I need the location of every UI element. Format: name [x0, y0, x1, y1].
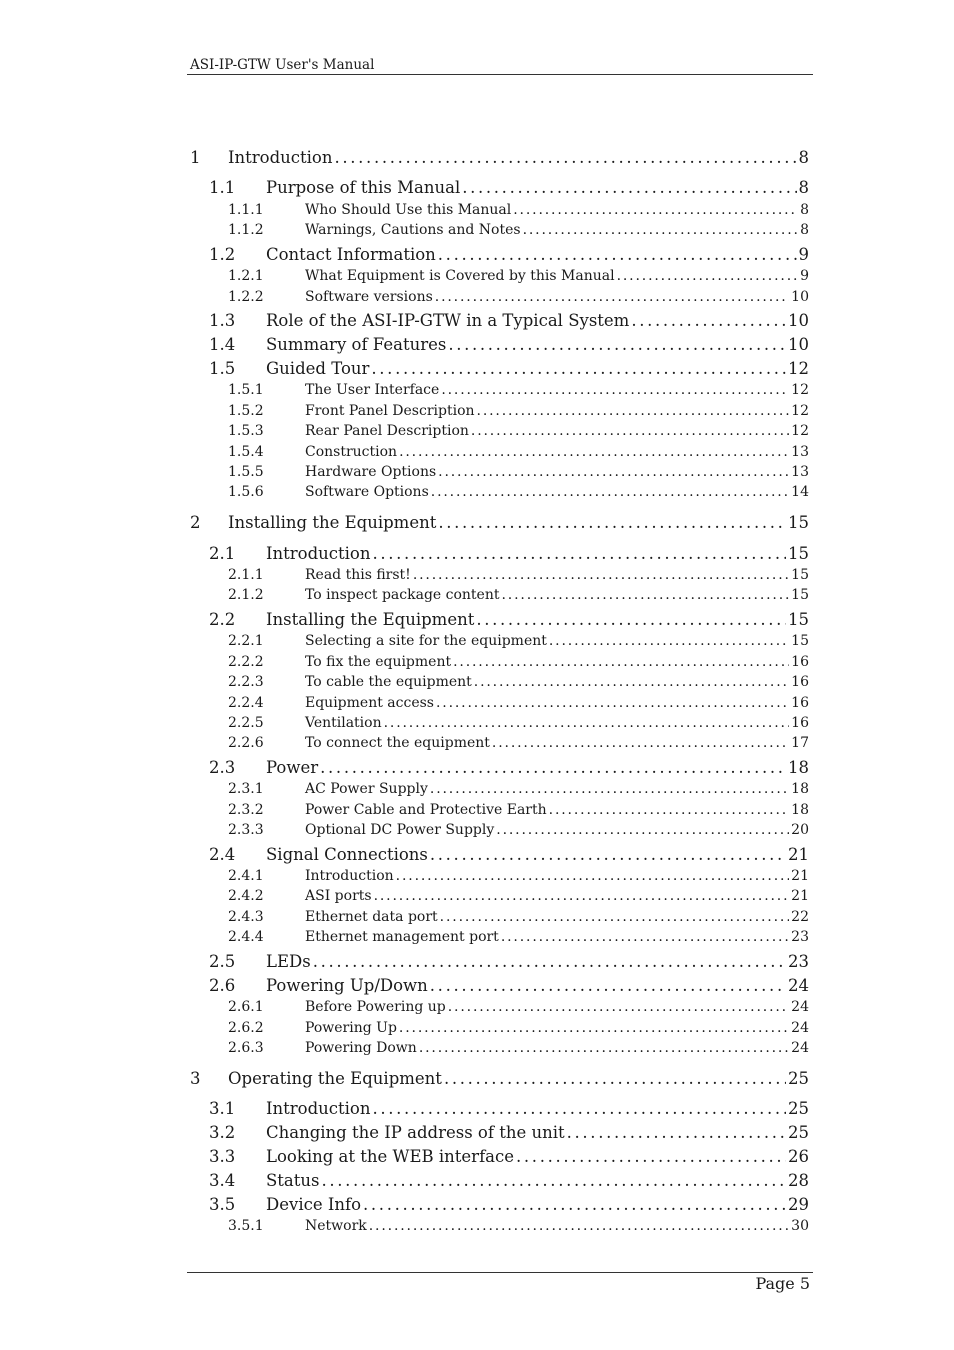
toc-entry-number: 2.2.2	[228, 654, 264, 670]
toc-entry-page: 12	[791, 382, 809, 398]
toc-entry-title: What Equipment is Covered by this Manual	[305, 268, 615, 284]
toc-entry-page: 12	[791, 403, 809, 419]
toc-entry-page: 15	[791, 587, 809, 603]
toc-entry-number: 2.3.2	[228, 802, 264, 818]
toc-entry-page: 18	[791, 802, 809, 818]
toc-entry-title: Power Cable and Protective Earth	[305, 802, 547, 818]
toc-entry-number: 2.3.1	[228, 781, 264, 797]
toc-entry-page: 10	[788, 311, 809, 330]
toc-dot-leader	[413, 567, 789, 583]
toc-entry-title: Ethernet management port	[305, 929, 499, 945]
toc-entry-number: 1.1.1	[228, 202, 264, 218]
toc-entry-title: Changing the IP address of the unit	[266, 1123, 565, 1142]
toc-entry-title: Ethernet data port	[305, 909, 438, 925]
toc-entry-number: 1.5	[209, 359, 236, 378]
toc-dot-leader	[617, 268, 799, 284]
toc-entry-title: Before Powering up	[305, 999, 446, 1015]
toc-entry-number: 2.2.1	[228, 633, 264, 649]
toc-entry[interactable]	[228, 999, 809, 1015]
toc-entry-title: Purpose of this Manual	[266, 178, 461, 197]
toc-dot-leader	[438, 513, 786, 532]
toc-entry-title: Construction	[305, 444, 398, 460]
toc-dot-leader	[373, 544, 787, 563]
toc-dot-leader	[396, 868, 790, 884]
toc-entry[interactable]	[228, 929, 809, 945]
toc-entry-number: 2.4	[209, 845, 236, 864]
toc-entry-title: To fix the equipment	[305, 654, 452, 670]
toc-entry-title: AC Power Supply	[305, 781, 428, 797]
toc-dot-leader	[430, 976, 786, 995]
toc-dot-leader	[453, 654, 789, 670]
toc-dot-leader	[513, 202, 798, 218]
toc-entry[interactable]	[228, 464, 809, 480]
toc-entry-page: 25	[788, 1069, 809, 1088]
toc-dot-leader	[471, 423, 789, 439]
toc-entry[interactable]	[228, 403, 809, 419]
toc-dot-leader	[440, 909, 790, 925]
toc-dot-leader	[476, 610, 786, 629]
toc-entry-page: 15	[791, 567, 809, 583]
toc-entry-number: 1.2.1	[228, 268, 264, 284]
toc-entry[interactable]	[228, 382, 809, 398]
toc-entry-title: Network	[305, 1218, 367, 1234]
toc-dot-leader	[567, 1123, 786, 1142]
toc-entry-number: 2.1	[209, 544, 236, 563]
toc-entry[interactable]	[228, 715, 809, 731]
toc-entry[interactable]	[190, 148, 809, 167]
toc-entry-title: Role of the ASI-IP-GTW in a Typical System	[266, 311, 630, 330]
toc-entry[interactable]	[228, 567, 809, 583]
toc-entry[interactable]	[228, 444, 809, 460]
toc-entry[interactable]	[228, 1218, 809, 1234]
toc-entry[interactable]	[228, 289, 809, 305]
toc-dot-leader	[436, 695, 789, 711]
toc-entry-title: Introduction	[266, 1099, 371, 1118]
toc-entry-page: 25	[788, 1099, 809, 1118]
toc-entry-page: 8	[798, 178, 809, 197]
toc-entry[interactable]	[228, 781, 809, 797]
toc-entry[interactable]	[228, 423, 809, 439]
toc-entry-page: 9	[798, 245, 809, 264]
toc-entry[interactable]	[209, 758, 809, 777]
toc-entry-number: 2.2.6	[228, 735, 264, 751]
toc-entry-number: 1	[190, 148, 201, 167]
toc-entry-title: Introduction	[228, 148, 333, 167]
toc-entry-title: Read this first!	[305, 567, 411, 583]
toc-entry-title: Software versions	[305, 289, 433, 305]
toc-entry-number: 2.2	[209, 610, 236, 629]
toc-dot-leader	[444, 1069, 786, 1088]
toc-entry-title: To connect the equipment	[305, 735, 490, 751]
toc-entry-page: 21	[788, 845, 809, 864]
toc-entry-title: ASI ports	[305, 888, 372, 904]
toc-dot-leader	[438, 464, 789, 480]
toc-entry[interactable]	[228, 268, 809, 284]
footer-divider	[187, 1272, 813, 1273]
toc-entry[interactable]	[228, 802, 809, 818]
toc-entry-number: 1.5.2	[228, 403, 264, 419]
toc-entry-number: 2.4.4	[228, 929, 264, 945]
toc-entry-page: 24	[788, 976, 809, 995]
toc-entry-title: The User Interface	[305, 382, 440, 398]
toc-entry-title: Selecting a site for the equipment	[305, 633, 547, 649]
toc-entry-page: 24	[791, 999, 809, 1015]
toc-entry-page: 17	[791, 735, 809, 751]
toc-entry[interactable]	[209, 178, 809, 197]
toc-entry[interactable]	[209, 845, 809, 864]
document-title: ASI-IP-GTW User's Manual	[190, 57, 375, 73]
toc-entry-page: 22	[791, 909, 809, 925]
toc-entry-page: 16	[791, 715, 809, 731]
toc-entry-page: 8	[800, 202, 809, 218]
toc-entry[interactable]	[209, 311, 809, 330]
toc-entry[interactable]	[228, 654, 809, 670]
toc-entry-title: Installing the Equipment	[266, 610, 475, 629]
toc-entry[interactable]	[209, 1195, 809, 1214]
toc-entry-page: 26	[788, 1147, 809, 1166]
toc-entry-number: 2.2.3	[228, 674, 264, 690]
toc-entry-page: 23	[791, 929, 809, 945]
toc-entry-page: 15	[791, 633, 809, 649]
toc-entry[interactable]	[228, 484, 809, 500]
toc-entry[interactable]	[228, 1040, 809, 1056]
toc-entry-title: Optional DC Power Supply	[305, 822, 495, 838]
toc-dot-leader	[477, 403, 790, 419]
toc-entry-title: Introduction	[266, 544, 371, 563]
toc-entry-page: 8	[798, 148, 809, 167]
toc-entry-number: 2.3.3	[228, 822, 264, 838]
toc-entry-title: Looking at the WEB interface	[266, 1147, 515, 1166]
toc-entry[interactable]	[228, 1020, 809, 1036]
toc-dot-leader	[419, 1040, 789, 1056]
toc-entry-number: 3	[190, 1069, 201, 1088]
toc-entry-title: Warnings, Cautions and Notes	[305, 222, 521, 238]
toc-entry-number: 2.4.2	[228, 888, 264, 904]
toc-entry[interactable]	[209, 245, 809, 264]
toc-entry-page: 28	[788, 1171, 809, 1190]
toc-entry-page: 25	[788, 1123, 809, 1142]
toc-dot-leader	[371, 359, 786, 378]
toc-entry-number: 2.6.1	[228, 999, 264, 1015]
toc-entry-title: Who Should Use this Manual	[305, 202, 512, 218]
toc-dot-leader	[441, 382, 789, 398]
toc-entry-title: Contact Information	[266, 245, 436, 264]
toc-entry-number: 3.1	[209, 1099, 236, 1118]
toc-dot-leader	[363, 1195, 786, 1214]
toc-dot-leader	[462, 178, 796, 197]
toc-entry-number: 2.6.3	[228, 1040, 264, 1056]
toc-entry[interactable]	[209, 976, 809, 995]
toc-entry[interactable]	[228, 868, 809, 884]
toc-entry-title: Hardware Options	[305, 464, 437, 480]
toc-entry-page: 16	[791, 674, 809, 690]
toc-entry[interactable]	[228, 587, 809, 603]
toc-entry-number: 1.2.2	[228, 289, 264, 305]
toc-dot-leader	[384, 715, 790, 731]
toc-entry[interactable]	[228, 735, 809, 751]
toc-dot-leader	[313, 952, 786, 971]
toc-entry-number: 1.5.1	[228, 382, 264, 398]
toc-entry-title: Device Info	[266, 1195, 362, 1214]
toc-entry-page: 10	[788, 335, 809, 354]
toc-entry-number: 1.2	[209, 245, 236, 264]
toc-entry-number: 1.5.5	[228, 464, 264, 480]
page-number: Page 5	[755, 1274, 810, 1293]
toc-entry-title: Ventilation	[305, 715, 382, 731]
toc-entry-title: Installing the Equipment	[228, 513, 437, 532]
toc-entry-page: 20	[791, 822, 809, 838]
toc-entry-number: 2.3	[209, 758, 236, 777]
toc-dot-leader	[369, 1218, 789, 1234]
toc-entry-page: 9	[800, 268, 809, 284]
toc-dot-leader	[430, 781, 789, 797]
toc-entry-title: Powering Up	[305, 1020, 397, 1036]
toc-dot-leader	[631, 311, 786, 330]
toc-dot-leader	[373, 1099, 787, 1118]
toc-entry[interactable]	[190, 513, 809, 532]
toc-dot-leader	[431, 484, 789, 500]
toc-entry[interactable]	[228, 674, 809, 690]
toc-entry-number: 1.3	[209, 311, 236, 330]
toc-entry[interactable]	[209, 610, 809, 629]
toc-entry[interactable]	[228, 202, 809, 218]
toc-entry[interactable]	[228, 695, 809, 711]
toc-entry-title: Introduction	[305, 868, 394, 884]
toc-entry-page: 12	[788, 359, 809, 378]
toc-dot-leader	[448, 999, 789, 1015]
toc-entry-number: 3.4	[209, 1171, 236, 1190]
toc-entry-page: 8	[800, 222, 809, 238]
toc-entry-number: 3.3	[209, 1147, 236, 1166]
toc-entry[interactable]	[209, 1171, 809, 1190]
toc-entry-number: 1.5.3	[228, 423, 264, 439]
toc-entry-number: 1.5.4	[228, 444, 264, 460]
toc-entry-page: 24	[791, 1040, 809, 1056]
toc-entry-number: 2.1.1	[228, 567, 264, 583]
toc-dot-leader	[502, 587, 790, 603]
toc-entry[interactable]	[209, 359, 809, 378]
toc-dot-leader	[549, 633, 789, 649]
toc-dot-leader	[549, 802, 790, 818]
toc-entry-number: 1.1.2	[228, 222, 264, 238]
toc-dot-leader	[492, 735, 789, 751]
toc-dot-leader	[438, 245, 797, 264]
toc-entry-number: 3.5.1	[228, 1218, 264, 1234]
toc-entry[interactable]	[209, 952, 809, 971]
toc-dot-leader	[516, 1147, 786, 1166]
toc-entry-title: Power	[266, 758, 319, 777]
toc-entry-page: 18	[788, 758, 809, 777]
toc-entry-number: 2.4.1	[228, 868, 264, 884]
toc-entry-title: Status	[266, 1171, 320, 1190]
toc-dot-leader	[523, 222, 799, 238]
toc-dot-leader	[335, 148, 797, 167]
toc-dot-leader	[399, 444, 789, 460]
toc-entry-title: Powering Up/Down	[266, 976, 428, 995]
toc-dot-leader	[430, 845, 786, 864]
toc-dot-leader	[474, 674, 789, 690]
toc-entry-title: Rear Panel Description	[305, 423, 469, 439]
toc-entry[interactable]	[228, 909, 809, 925]
toc-entry-page: 23	[788, 952, 809, 971]
toc-entry[interactable]	[190, 1069, 809, 1088]
toc-entry-title: To cable the equipment	[305, 674, 472, 690]
toc-entry-number: 2.6.2	[228, 1020, 264, 1036]
toc-entry[interactable]	[209, 1123, 809, 1142]
toc-entry-number: 2.4.3	[228, 909, 264, 925]
toc-entry-number: 1.5.6	[228, 484, 264, 500]
toc-entry-page: 13	[791, 464, 809, 480]
toc-entry-page: 30	[791, 1218, 809, 1234]
toc-dot-leader	[448, 335, 786, 354]
toc-entry-title: Equipment access	[305, 695, 434, 711]
toc-entry-number: 3.5	[209, 1195, 236, 1214]
toc-entry-title: Software Options	[305, 484, 429, 500]
toc-entry-number: 3.2	[209, 1123, 236, 1142]
toc-entry-page: 21	[791, 888, 809, 904]
toc-dot-leader	[320, 758, 786, 777]
toc-entry-title: To inspect package content	[305, 587, 500, 603]
toc-dot-leader	[399, 1020, 789, 1036]
toc-entry-title: Powering Down	[305, 1040, 417, 1056]
toc-entry[interactable]	[209, 335, 809, 354]
toc-entry-number: 2	[190, 513, 201, 532]
toc-entry-page: 15	[788, 513, 809, 532]
toc-entry[interactable]	[209, 1147, 809, 1166]
toc-entry[interactable]	[228, 888, 809, 904]
toc-entry-title: Guided Tour	[266, 359, 370, 378]
toc-entry-number: 2.2.5	[228, 715, 264, 731]
toc-entry[interactable]	[228, 633, 809, 649]
toc-entry-title: Summary of Features	[266, 335, 447, 354]
toc-entry-page: 15	[788, 610, 809, 629]
toc-dot-leader	[435, 289, 789, 305]
toc-entry-number: 2.6	[209, 976, 236, 995]
toc-dot-leader	[322, 1171, 787, 1190]
toc-dot-leader	[496, 822, 789, 838]
toc-entry-page: 16	[791, 695, 809, 711]
toc-entry-page: 16	[791, 654, 809, 670]
toc-entry-page: 29	[788, 1195, 809, 1214]
toc-entry-page: 10	[791, 289, 809, 305]
toc-entry-page: 12	[791, 423, 809, 439]
toc-entry-page: 14	[791, 484, 809, 500]
toc-entry-number: 2.5	[209, 952, 236, 971]
toc-entry-page: 21	[791, 868, 809, 884]
toc-entry-number: 1.1	[209, 178, 236, 197]
toc-entry-number: 2.1.2	[228, 587, 264, 603]
toc-entry-title: Front Panel Description	[305, 403, 475, 419]
toc-dot-leader	[374, 888, 790, 904]
toc-entry-title: Signal Connections	[266, 845, 428, 864]
toc-entry[interactable]	[228, 822, 809, 838]
toc-entry-number: 1.4	[209, 335, 236, 354]
toc-dot-leader	[501, 929, 789, 945]
toc-entry-title: LEDs	[266, 952, 311, 971]
toc-entry-page: 15	[788, 544, 809, 563]
toc-entry-page: 13	[791, 444, 809, 460]
toc-entry[interactable]	[228, 222, 809, 238]
toc-entry-page: 18	[791, 781, 809, 797]
toc-entry-page: 24	[791, 1020, 809, 1036]
toc-entry[interactable]	[209, 544, 809, 563]
toc-entry-title: Operating the Equipment	[228, 1069, 442, 1088]
toc-entry-number: 2.2.4	[228, 695, 264, 711]
toc-entry[interactable]	[209, 1099, 809, 1118]
